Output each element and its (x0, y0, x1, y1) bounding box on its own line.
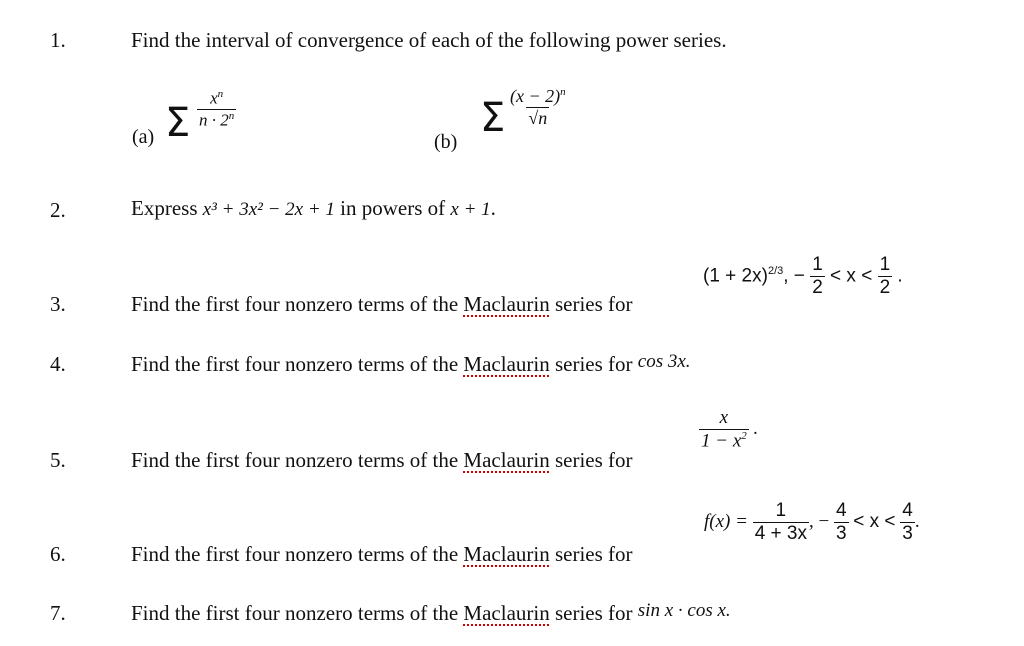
spellcheck-word: Maclaurin (463, 292, 550, 316)
series-b-fraction: $\frac{(x - 2)^n}{√n}$ (510, 86, 566, 128)
expression: f(x) = $\frac{1}{4 + 3x}$ , − $\frac{4}{3}$ < x < $\frac{4}{3}$ . (704, 500, 920, 544)
part-a-label: (a) (132, 126, 155, 148)
problem-text: Find the first four nonzero terms of the Maclaurin series for (131, 542, 633, 566)
sigma-symbol: Σ (480, 95, 506, 141)
problem-text: Find the first four nonzero terms of the Maclaurin series for sin x · cos x. (131, 600, 731, 625)
problem-number: 6. (50, 542, 66, 566)
expression: $(1 + 2x)^{2/3}$, − $\frac{1}{2}$ < x < $\frac{1}{2}$ . (703, 254, 903, 298)
problem-text: Find the first four nonzero terms of the Maclaurin series for cos 3x. (131, 351, 691, 376)
spellcheck-word: Maclaurin (463, 352, 550, 376)
problem-number: 7. (50, 601, 66, 625)
problem-text: Express x³ + 3x² − 2x + 1 in powers of x + 1. (131, 196, 496, 220)
expression: $\frac{x}{1 - x^2}$ . (701, 407, 759, 452)
expression: sin x · cos x. (637, 600, 731, 621)
expression: cos 3x. (637, 351, 691, 372)
problem-number: 3. (50, 292, 66, 316)
series-a-fraction: $\frac{x^n}{n \cdot 2^n}$ (199, 88, 235, 130)
problem-text: Find the first four nonzero terms of the Maclaurin series for (131, 292, 633, 316)
problem-number: 5. (50, 448, 66, 472)
spellcheck-word: Maclaurin (463, 601, 550, 625)
spellcheck-word: Maclaurin (463, 448, 550, 472)
problem-number: 4. (50, 352, 66, 376)
sigma-symbol: Σ (165, 100, 191, 146)
problem-number: 2. (50, 198, 66, 222)
spellcheck-word: Maclaurin (463, 542, 550, 566)
problem-text: Find the interval of convergence of each of the following power series. (131, 28, 727, 52)
problem-text: Find the first four nonzero terms of the Maclaurin series for (131, 448, 633, 472)
problem-number: 1. (50, 28, 66, 52)
part-b-label: (b) (434, 131, 458, 153)
